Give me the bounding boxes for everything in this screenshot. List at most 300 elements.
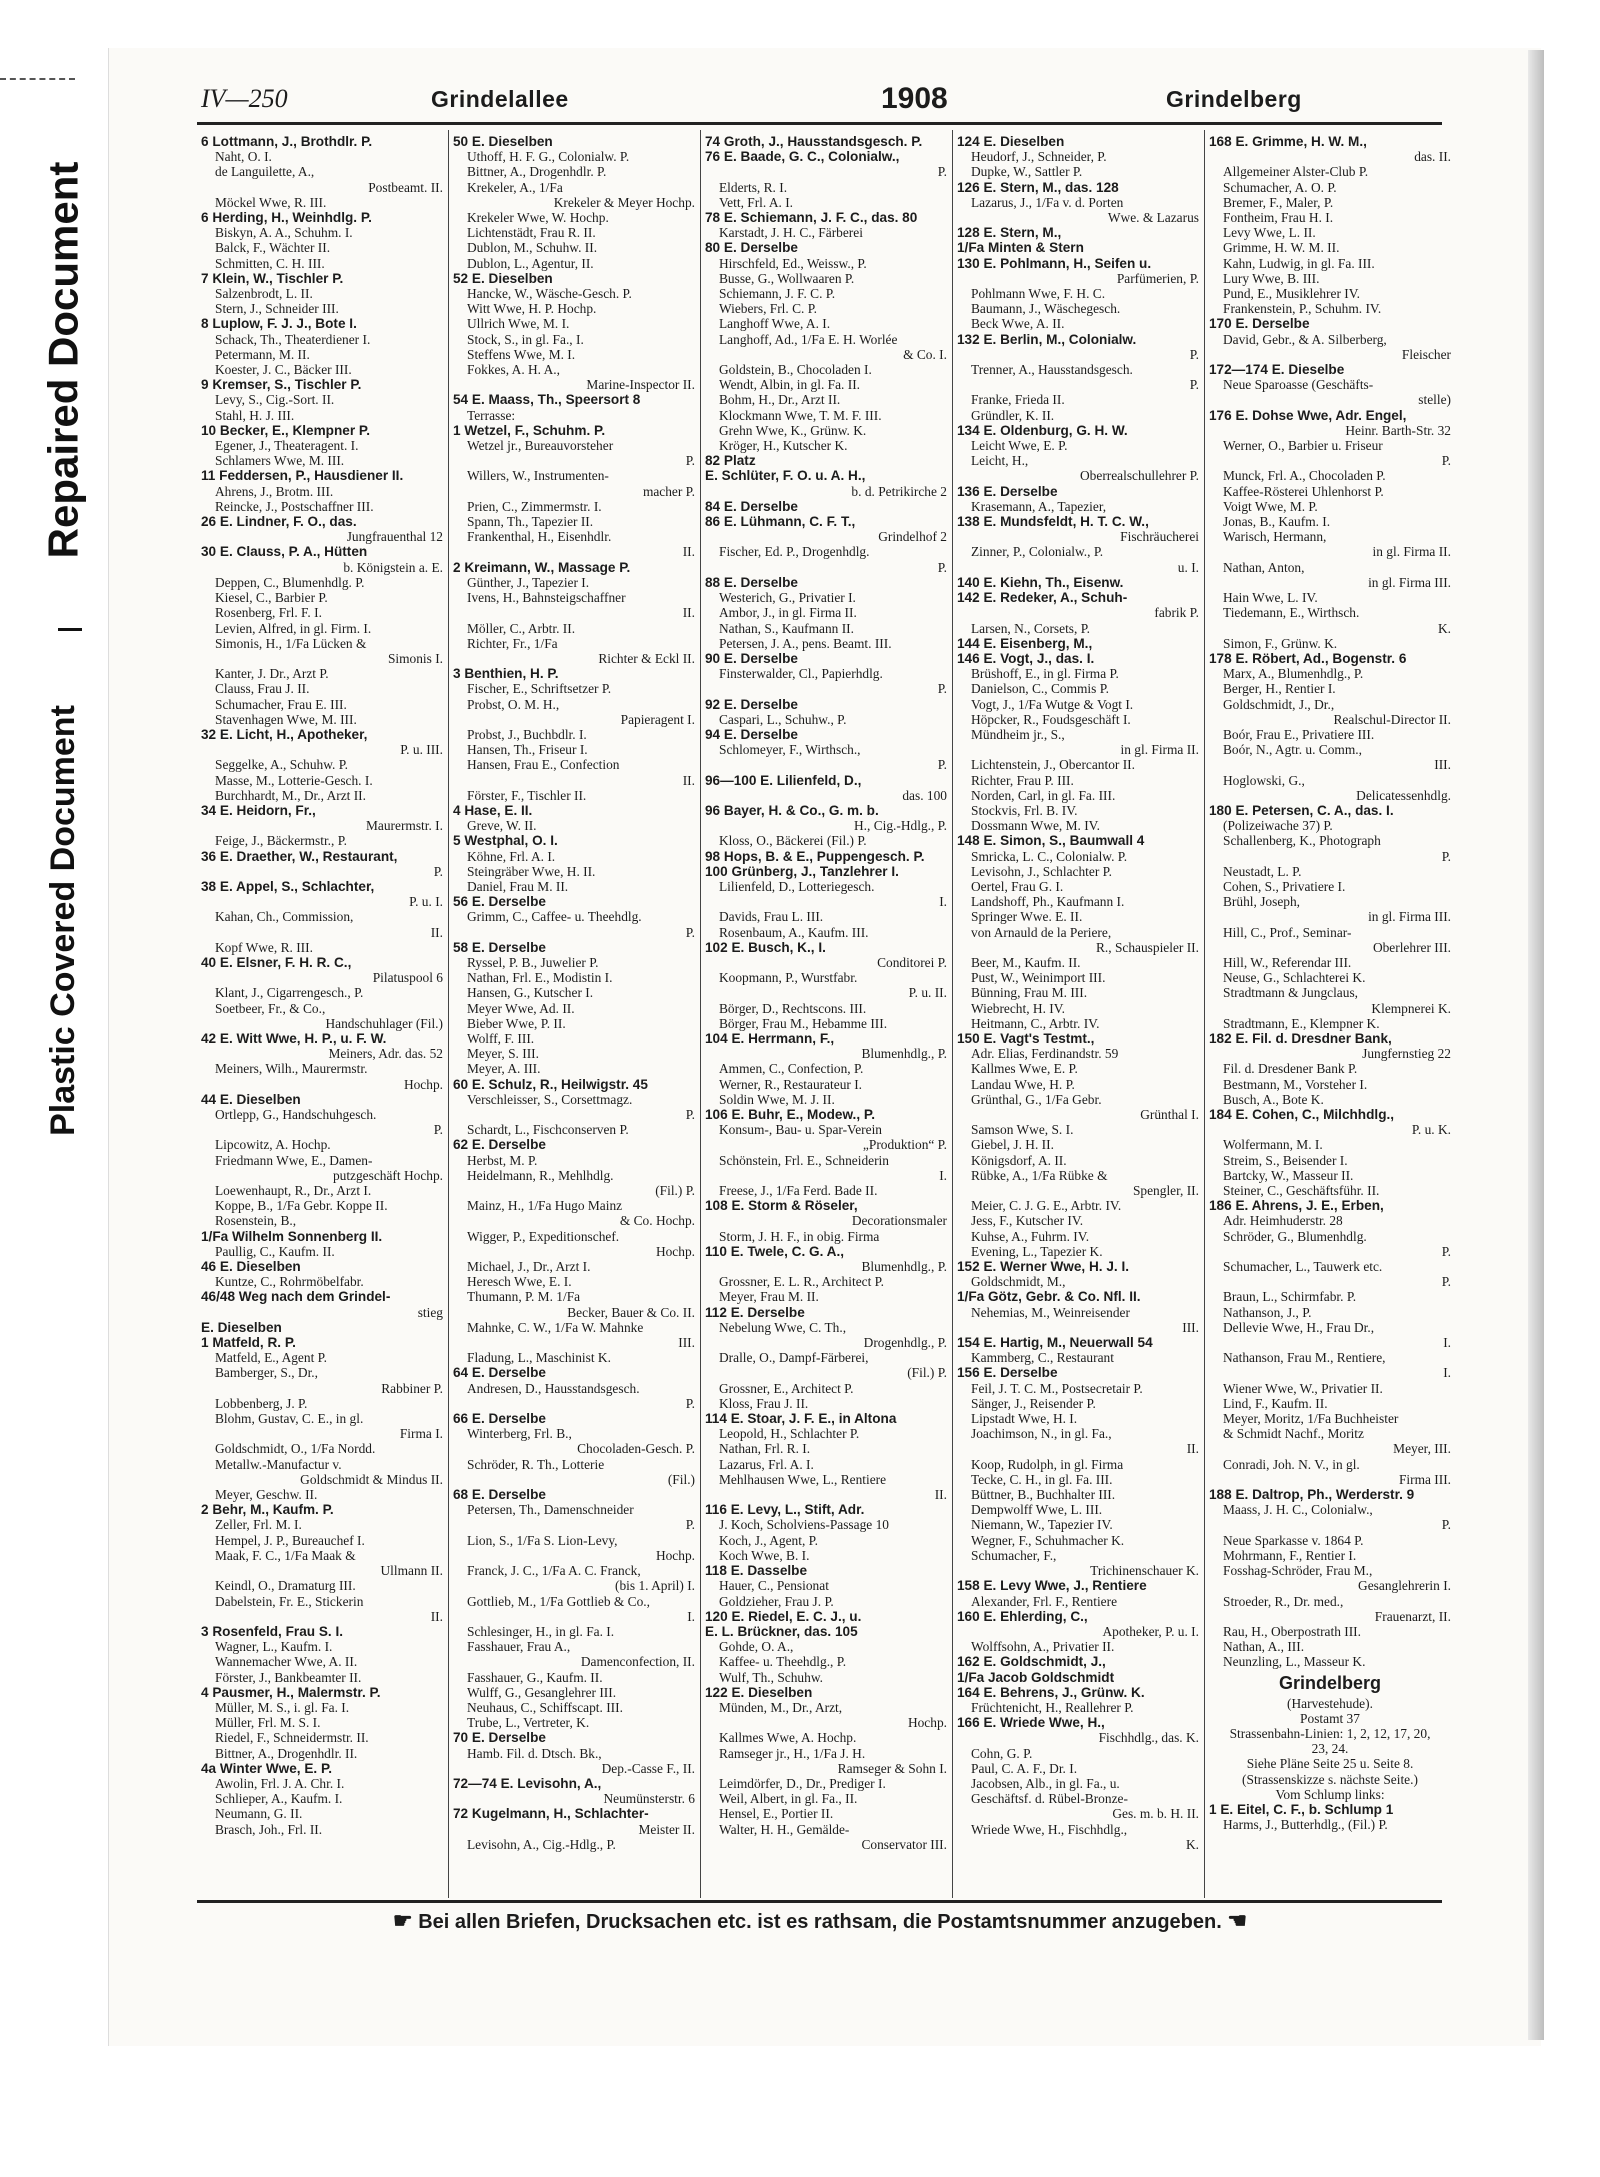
directory-entry-continuation: P. bbox=[433, 863, 443, 879]
directory-entry: Biskyn, A. A., Schuhm. I. bbox=[215, 225, 353, 241]
directory-entry-continuation: I. bbox=[1443, 1335, 1451, 1351]
directory-entry-continuation: Blumenhdlg., P. bbox=[861, 1046, 947, 1062]
directory-entry: 108 E. Storm & Röseler, bbox=[705, 1198, 858, 1214]
directory-entry: Dabelstein, Fr. E., Stickerin bbox=[215, 1593, 364, 1609]
directory-entry-continuation: in gl. Firma III. bbox=[1368, 909, 1451, 925]
directory-entry: Herbst, M. P. bbox=[467, 1152, 538, 1168]
directory-entry-continuation: Ramseger & Sohn I. bbox=[837, 1760, 947, 1776]
directory-entry: Cohen, S., Privatiere I. bbox=[1223, 878, 1346, 894]
directory-entry: Dublon, L., Agentur, II. bbox=[467, 255, 594, 271]
directory-entry: Dralle, O., Dampf-Färberei, bbox=[719, 1350, 869, 1366]
directory-entry: David, Gebr., & A. Silberberg, bbox=[1223, 331, 1387, 347]
directory-entry: 5 Westphal, O. I. bbox=[453, 833, 558, 849]
directory-entry-continuation: P. bbox=[685, 924, 695, 940]
directory-entry: 44 E. Dieselben bbox=[201, 1091, 301, 1107]
directory-entry-continuation: P. bbox=[1441, 1243, 1451, 1259]
directory-entry: Keindl, O., Dramaturg III. bbox=[215, 1578, 356, 1594]
directory-entry: Koop, Rudolph, in gl. Firma bbox=[971, 1456, 1124, 1472]
header-year: 1908 bbox=[881, 82, 948, 115]
directory-entry-continuation: (Fil.) bbox=[667, 1471, 695, 1487]
directory-entry: Stock, S., in gl. Fa., I. bbox=[467, 331, 584, 347]
directory-entry: Bittner, A., Drogenhdlr. II. bbox=[215, 1745, 358, 1761]
directory-entry: Levy, S., Cig.-Sort. II. bbox=[215, 392, 335, 408]
directory-entry: Seggelke, A., Schuhw. P. bbox=[215, 757, 349, 773]
directory-entry: Bünning, Frau M. III. bbox=[971, 985, 1088, 1001]
directory-entry-continuation: (Fil.) P. bbox=[907, 1365, 947, 1381]
directory-entry-continuation: Maurermstr. I. bbox=[366, 818, 443, 834]
directory-entry: Daniel, Frau M. II. bbox=[467, 878, 569, 894]
directory-entry: Pust, W., Weinimport III. bbox=[971, 970, 1106, 986]
directory-entry: Börger, D., Rechtscons. III. bbox=[719, 1000, 867, 1016]
header-street-right: Grindelberg bbox=[1166, 86, 1302, 112]
street-info: (Harvestehude). bbox=[1287, 1695, 1373, 1711]
directory-entry: 160 E. Ehlerding, C., bbox=[957, 1608, 1088, 1624]
directory-entry: Fladung, L., Maschinist K. bbox=[467, 1350, 611, 1366]
street-info: Postamt 37 bbox=[1300, 1710, 1360, 1726]
directory-entry: Zinner, P., Colonialw., P. bbox=[971, 544, 1104, 560]
directory-entry: Kaffee-Rösterei Uhlenhorst P. bbox=[1223, 483, 1384, 499]
directory-entry: Sänger, J., Reisender P. bbox=[971, 1395, 1096, 1411]
directory-entry: Petermann, M. II. bbox=[215, 346, 310, 362]
directory-entry: Leimdörfer, D., Dr., Prediger I. bbox=[719, 1775, 886, 1791]
directory-entry: 146 E. Vogt, J., das. I. bbox=[957, 650, 1095, 666]
directory-entry: Rübke, A., 1/Fa Rübke & bbox=[971, 1167, 1108, 1183]
directory-entry: Stradtmann, E., Klempner K. bbox=[1223, 1015, 1380, 1031]
directory-entry: 84 E. Derselbe bbox=[705, 498, 798, 514]
directory-entry: 124 E. Dieselben bbox=[957, 134, 1065, 149]
footer-rule bbox=[197, 1900, 1442, 1903]
directory-entry: Fischer, E., Schriftsetzer P. bbox=[467, 681, 612, 697]
page-edge-shadow bbox=[1528, 50, 1544, 2040]
directory-entry-continuation: Parfümerien, P. bbox=[1116, 270, 1199, 286]
directory-entry: Ortlepp, G., Handschuhgesch. bbox=[215, 1107, 377, 1122]
directory-entry: Fokkes, A. H. A., bbox=[467, 362, 561, 378]
directory-entry-continuation: P. bbox=[937, 757, 947, 773]
directory-entry: Schönstein, Frl. E., Schneiderin bbox=[719, 1152, 889, 1168]
directory-entry: Leicht, H., bbox=[971, 453, 1029, 469]
directory-entry: 2 Behr, M., Kaufm. P. bbox=[201, 1502, 334, 1518]
directory-entry: Zeller, Frl. M. I. bbox=[215, 1517, 302, 1533]
directory-entry: Bartcky, W., Masseur II. bbox=[1223, 1167, 1354, 1183]
directory-entry: Rosenstein, B., bbox=[215, 1213, 297, 1229]
directory-entry: 132 E. Berlin, M., Colonialw. bbox=[957, 331, 1137, 347]
directory-entry: 7 Klein, W., Tischler P. bbox=[201, 270, 344, 286]
directory-entry: Brühl, Joseph, bbox=[1223, 894, 1300, 910]
directory-column-1 bbox=[201, 134, 443, 1896]
directory-entry-continuation: P. bbox=[1441, 1517, 1451, 1533]
directory-entry-continuation: Ges. m. b. H. II. bbox=[1112, 1806, 1199, 1822]
directory-entry: Rosenberg, Frl. F. I. bbox=[215, 605, 322, 621]
directory-entry: Lichtenstädt, Frau R. II. bbox=[467, 225, 596, 241]
directory-entry: Winterberg, Frl. B., bbox=[467, 1426, 572, 1442]
directory-entry: Hansen, Frau E., Confection bbox=[467, 757, 620, 773]
directory-entry: Köhne, Frl. A. I. bbox=[467, 848, 556, 864]
directory-entry-continuation: Richter & Eckl II. bbox=[598, 650, 695, 666]
directory-entry-continuation: b. Königstein a. E. bbox=[343, 559, 443, 575]
directory-entry: Jess, F., Kutscher IV. bbox=[971, 1213, 1084, 1229]
directory-entry: Franke, Frieda II. bbox=[971, 392, 1065, 408]
directory-entry: Bittner, A., Drogenhdlr. P. bbox=[467, 164, 607, 180]
directory-entry-continuation: I. bbox=[1443, 1365, 1451, 1381]
directory-entry-continuation: H., Cig.-Hdlg., P. bbox=[853, 818, 947, 834]
directory-entry: Davids, Frau L. III. bbox=[719, 909, 824, 925]
directory-entry: Schröder, R. Th., Lotterie bbox=[467, 1456, 605, 1472]
directory-entry: Leicht Wwe, E. P. bbox=[971, 438, 1068, 454]
directory-entry: 140 E. Kiehn, Th., Eisenw. bbox=[957, 574, 1124, 590]
repaired-document-label bbox=[18, 105, 108, 615]
directory-entry: Hain Wwe, L. IV. bbox=[1223, 590, 1318, 606]
directory-entry: Balck, F., Wächter II. bbox=[215, 240, 331, 256]
directory-entry: Schröder, G., Blumenhdlg. bbox=[1223, 1228, 1367, 1244]
directory-entry-continuation: P. bbox=[937, 681, 947, 697]
directory-entry: Fosshag-Schröder, Frau M., bbox=[1223, 1563, 1373, 1579]
directory-entry-continuation: I. bbox=[687, 1608, 695, 1624]
directory-entry: Krekeler, A., 1/Fa bbox=[467, 179, 563, 195]
directory-entry: 188 E. Daltrop, Ph., Werderstr. 9 bbox=[1209, 1487, 1415, 1503]
directory-entry: Koopmann, P., Wurstfabr. bbox=[719, 970, 858, 986]
directory-entry: Hansen, Th., Friseur I. bbox=[467, 742, 588, 758]
directory-entry-continuation: Fischräucherei bbox=[1120, 529, 1199, 545]
directory-entry: Warisch, Hermann, bbox=[1223, 529, 1327, 545]
directory-entry: Hansen, G., Kutscher I. bbox=[467, 985, 594, 1001]
directory-entry: Metallw.-Manufactur v. bbox=[215, 1456, 342, 1472]
directory-entry: Kröger, H., Kutscher K. bbox=[719, 438, 848, 454]
directory-entry: Meyer, Geschw. II. bbox=[215, 1487, 318, 1503]
directory-entry-continuation: II. bbox=[682, 772, 695, 788]
directory-entry: Bamberger, S., Dr., bbox=[215, 1365, 318, 1381]
directory-entry: Busse, G., Wollwaaren P. bbox=[719, 270, 855, 286]
directory-entry-continuation: Drogenhdlg., P. bbox=[863, 1335, 947, 1351]
directory-entry: Matfeld, E., Agent P. bbox=[215, 1350, 327, 1366]
directory-entry-continuation: Firma I. bbox=[399, 1426, 443, 1442]
directory-entry: Larsen, N., Corsets, P. bbox=[971, 620, 1091, 636]
directory-entry: 1 E. Eitel, C. F., b. Schlump 1 bbox=[1209, 1801, 1394, 1817]
directory-entry-continuation: K. bbox=[1185, 1836, 1199, 1852]
directory-entry: 166 E. Wriede Wwe, H., bbox=[957, 1715, 1105, 1731]
directory-entry: Wegner, F., Schuhmacher K. bbox=[971, 1532, 1125, 1548]
directory-entry: Finsterwalder, Cl., Papierhdlg. bbox=[719, 666, 883, 682]
directory-entry-continuation: b. d. Petrikirche 2 bbox=[851, 483, 947, 499]
street-heading: Grindelberg bbox=[1278, 1672, 1381, 1693]
directory-entry: 50 E. Dieselben bbox=[453, 134, 553, 149]
directory-entry: Krasemann, A., Tapezier, bbox=[971, 498, 1107, 514]
directory-entry-continuation: Fleischer bbox=[1401, 346, 1451, 362]
directory-entry: Deppen, C., Blumenhdlg. P. bbox=[215, 574, 365, 590]
directory-entry: 182 E. Fil. d. Dresdner Bank, bbox=[1209, 1030, 1392, 1046]
directory-entry-continuation: Conditorei P. bbox=[877, 954, 947, 970]
directory-entry: Goldzieher, Frau J. P. bbox=[719, 1593, 834, 1609]
directory-entry: Soetbeer, Fr., & Co., bbox=[215, 1000, 326, 1016]
directory-entry: Walter, H. H., Gemälde- bbox=[719, 1821, 850, 1837]
directory-entry: de Languilette, A., bbox=[215, 164, 315, 180]
directory-entry: Neunzling, L., Masseur K. bbox=[1223, 1654, 1366, 1670]
directory-entry: Pund, E., Musiklehrer IV. bbox=[1223, 286, 1360, 302]
directory-entry: Kammberg, C., Restaurant bbox=[971, 1350, 1114, 1366]
directory-entry: Müller, M. S., i. gl. Fa. I. bbox=[215, 1699, 350, 1715]
directory-entry-continuation: das. II. bbox=[1414, 149, 1451, 165]
directory-entry: Langhoff, Ad., 1/Fa E. H. Worlée bbox=[719, 331, 898, 347]
directory-entry: Münden, M., Dr., Arzt, bbox=[719, 1699, 843, 1715]
directory-entry: 82 Platz bbox=[705, 453, 756, 469]
directory-entry: Bestmann, M., Vorsteher I. bbox=[1223, 1076, 1368, 1092]
directory-entry: 30 E. Clauss, P. A., Hütten bbox=[201, 544, 368, 560]
directory-entry: Nathan, S., Kaufmann II. bbox=[719, 620, 854, 636]
directory-entry: Geschäftsf. d. Rübel-Bronze- bbox=[971, 1791, 1128, 1807]
directory-entry: Grossner, E., Architect P. bbox=[719, 1380, 854, 1396]
directory-entry-continuation: Hochp. bbox=[655, 1243, 695, 1259]
directory-entry: Fil. d. Dresdener Bank P. bbox=[1223, 1061, 1358, 1077]
directory-entry-continuation: P. bbox=[937, 164, 947, 180]
directory-entry: 176 E. Dohse Wwe, Adr. Engel, bbox=[1209, 407, 1407, 423]
directory-entry: E. L. Brückner, das. 105 bbox=[705, 1623, 858, 1639]
directory-entry: Koester, J. C., Bäcker III. bbox=[215, 362, 352, 378]
directory-entry: Pohlmann Wwe, F. H. C. bbox=[971, 286, 1106, 302]
directory-entry: Beck Wwe, A. II. bbox=[971, 316, 1065, 332]
directory-entry: Kloss, O., Bäckerei (Fil.) P. bbox=[719, 833, 867, 849]
directory-entry: Baumann, J., Wäschegesch. bbox=[971, 301, 1121, 317]
directory-entry: Stroeder, R., Dr. med., bbox=[1223, 1593, 1344, 1609]
directory-entry: Heudorf, J., Schneider, P. bbox=[971, 149, 1107, 165]
pointing-hand-icon: ☛ bbox=[392, 1908, 413, 1933]
directory-entry-continuation: II. bbox=[430, 924, 443, 940]
directory-entry-continuation: Handschuhlager (Fil.) bbox=[325, 1015, 443, 1031]
directory-entry: Levien, Alfred, in gl. Firm. I. bbox=[215, 620, 372, 636]
directory-entry: Fischer, Ed. P., Drogenhdlg. bbox=[719, 544, 870, 560]
directory-entry: Harms, J., Butterhdlg., (Fil.) P. bbox=[1223, 1817, 1388, 1833]
directory-entry: 8 Luplow, F. J. J., Bote I. bbox=[201, 316, 357, 332]
column-divider bbox=[1204, 130, 1205, 1898]
directory-entry: Meyer, Moritz, 1/Fa Buchheister bbox=[1223, 1411, 1399, 1427]
street-info: (Strassenskizze s. nächste Seite.) bbox=[1242, 1771, 1418, 1787]
directory-entry-continuation: Delicatessenhdlg. bbox=[1356, 787, 1451, 803]
directory-entry: Levisohn, J., Schlachter P. bbox=[971, 863, 1112, 879]
directory-entry: 60 E. Schulz, R., Heilwigstr. 45 bbox=[453, 1076, 648, 1092]
directory-entry: 62 E. Derselbe bbox=[453, 1137, 546, 1153]
directory-entry: Paul, C. A. F., Dr. I. bbox=[971, 1760, 1078, 1776]
directory-entry: Maak, F. C., 1/Fa Maak & bbox=[215, 1547, 356, 1563]
directory-entry: E. Dieselben bbox=[201, 1319, 282, 1335]
directory-entry-continuation: Oberrealschullehrer P. bbox=[1080, 468, 1199, 484]
directory-entry-continuation: putzgeschäft Hochp. bbox=[332, 1167, 443, 1183]
directory-entry: Hempel, J. P., Bureauchef I. bbox=[215, 1532, 365, 1548]
directory-entry: Joachimson, N., in gl. Fa., bbox=[971, 1426, 1112, 1442]
directory-entry: Naht, O. I. bbox=[215, 149, 272, 165]
directory-entry: 1 Matfeld, R. P. bbox=[201, 1335, 296, 1351]
directory-entry: Dempwolff Wwe, L. III. bbox=[971, 1502, 1103, 1518]
directory-entry: Trube, L., Vertreter, K. bbox=[467, 1715, 590, 1731]
directory-entry: Steffens Wwe, M. I. bbox=[467, 346, 576, 362]
directory-entry: 70 E. Derselbe bbox=[453, 1730, 546, 1746]
directory-entry: Langhoff Wwe, A. I. bbox=[719, 316, 831, 332]
street-info: Strassenbahn-Linien: 1, 2, 12, 17, 20, bbox=[1229, 1725, 1431, 1741]
directory-entry: Kanter, J. Dr., Arzt P. bbox=[215, 666, 329, 682]
directory-entry: Meyer, A. III. bbox=[467, 1061, 541, 1077]
directory-entry: 98 Hops, B. & E., Puppengesch. P. bbox=[705, 848, 925, 864]
directory-entry: Elderts, R. I. bbox=[719, 179, 788, 195]
column-divider bbox=[448, 130, 449, 1898]
directory-entry: 184 E. Cohen, C., Milchhdlg., bbox=[1209, 1107, 1395, 1122]
directory-entry: Höpcker, R., Foudsgeschäft I. bbox=[971, 711, 1131, 727]
directory-entry-continuation: u. I. bbox=[1177, 559, 1199, 575]
directory-entry: 144 E. Eisenberg, M., bbox=[957, 635, 1093, 651]
directory-entry-continuation: Goldschmidt & Mindus II. bbox=[300, 1471, 443, 1487]
directory-entry: 54 E. Maass, Th., Speersort 8 bbox=[453, 392, 641, 408]
directory-entry: 122 E. Dieselben bbox=[705, 1684, 813, 1700]
directory-entry: Simonis, H., 1/Fa Lücken & bbox=[215, 635, 367, 651]
directory-entry-continuation: das. 100 bbox=[902, 787, 947, 803]
directory-entry: Grünthal, G., 1/Fa Gebr. bbox=[971, 1091, 1102, 1107]
directory-entry: Mohrmann, F., Rentier I. bbox=[1223, 1547, 1357, 1563]
directory-entry: Dellevie Wwe, H., Frau Dr., bbox=[1223, 1319, 1375, 1335]
directory-entry: Schlesinger, H., in gl. Fa. I. bbox=[467, 1623, 615, 1639]
directory-entry: 46/48 Weg nach dem Grindel- bbox=[201, 1289, 391, 1305]
directory-entry: Smricka, L. C., Colonialw. P. bbox=[971, 848, 1128, 864]
directory-entry: Uthoff, H. F. G., Colonialw. P. bbox=[467, 149, 630, 165]
directory-entry: Clauss, Frau J. II. bbox=[215, 681, 310, 697]
directory-entry: Boór, Frau E., Privatiere III. bbox=[1223, 726, 1375, 742]
directory-entry: Wolff, F. III. bbox=[467, 1030, 535, 1046]
directory-entry: Meyer, Frau M. II. bbox=[719, 1289, 819, 1305]
directory-entry: 162 E. Goldschmidt, J., bbox=[957, 1654, 1106, 1670]
directory-entry: Schumacher, L., Tauwerk etc. bbox=[1223, 1259, 1383, 1275]
directory-entry-continuation: III. bbox=[678, 1335, 695, 1351]
directory-entry: Früchtenicht, H., Reallehrer P. bbox=[971, 1699, 1134, 1715]
directory-entry-continuation: II. bbox=[682, 605, 695, 621]
directory-entry: Gohde, O. A., bbox=[719, 1639, 794, 1655]
directory-entry: Adr. Heimhuderstr. 28 bbox=[1223, 1213, 1343, 1229]
directory-entry: Kuhse, A., Fuhrm. IV. bbox=[971, 1228, 1090, 1244]
directory-entry: Möckel Wwe, R. III. bbox=[215, 194, 327, 210]
directory-entry: Awolin, Frl. J. A. Chr. I. bbox=[215, 1775, 345, 1791]
directory-entry: Kallmes Wwe, E. P. bbox=[971, 1061, 1078, 1077]
directory-entry: 76 E. Baade, G. C., Colonialw., bbox=[705, 149, 900, 165]
directory-entry-continuation: II. bbox=[934, 1487, 947, 1503]
directory-entry-continuation: Krekeler & Meyer Hochp. bbox=[553, 194, 695, 210]
directory-entry: Tecke, C. H., in gl. Fa. III. bbox=[971, 1471, 1113, 1487]
directory-entry-continuation: P. bbox=[1441, 1274, 1451, 1290]
directory-entry: Dupke, W., Sattler P. bbox=[971, 164, 1083, 180]
directory-entry: Meyer, S. III. bbox=[467, 1046, 539, 1062]
directory-entry-continuation: Pilatuspool 6 bbox=[372, 970, 443, 986]
directory-entry: Petersen, Th., Damenschneider bbox=[467, 1502, 634, 1518]
directory-entry: Vogt, J., 1/Fa Wutge & Vogt I. bbox=[971, 696, 1134, 712]
directory-entry: Oertel, Frau G. I. bbox=[971, 878, 1064, 894]
directory-entry: 6 Herding, H., Weinhdlg. P. bbox=[201, 210, 372, 226]
directory-entry-continuation: P. bbox=[1441, 848, 1451, 864]
directory-entry: 26 E. Lindner, F. O., das. bbox=[201, 514, 357, 530]
directory-entry: Möller, C., Arbtr. II. bbox=[467, 620, 576, 636]
directory-entry: Günther, J., Tapezier I. bbox=[467, 574, 590, 590]
directory-entry-continuation: Grünthal I. bbox=[1140, 1107, 1199, 1122]
directory-entry-continuation: P. u. II. bbox=[908, 985, 947, 1001]
directory-entry-continuation: Fischhdlg., das. K. bbox=[1098, 1730, 1199, 1746]
directory-entry-continuation: Grindelhof 2 bbox=[878, 529, 947, 545]
directory-entry-continuation: fabrik P. bbox=[1154, 605, 1199, 621]
directory-entry: 136 E. Derselbe bbox=[957, 483, 1058, 499]
directory-entry: Wolffsohn, A., Privatier II. bbox=[971, 1639, 1115, 1655]
directory-entry: Gründler, K. II. bbox=[971, 407, 1055, 423]
directory-entry-continuation: Realschul-Director II. bbox=[1333, 711, 1451, 727]
directory-entry-continuation: Trichinenschauer K. bbox=[1090, 1563, 1199, 1579]
directory-entry: Soldin Wwe, M. J. II. bbox=[719, 1091, 835, 1107]
header-rule bbox=[197, 122, 1442, 125]
directory-entry: Lipstadt Wwe, H. I. bbox=[971, 1411, 1078, 1427]
directory-entry: Fasshauer, Frau A., bbox=[467, 1639, 571, 1655]
directory-entry-continuation: P. u. K. bbox=[1411, 1122, 1451, 1138]
directory-entry: Wendt, Albin, in gl. Fa. II. bbox=[719, 377, 860, 393]
directory-entry-continuation: Decorationsmaler bbox=[851, 1213, 947, 1229]
directory-entry: Rau, H., Oberpostrath III. bbox=[1223, 1623, 1361, 1639]
directory-entry: Nathanson, J., P. bbox=[1223, 1304, 1312, 1320]
directory-entry: Braun, L., Schirmfabr. P. bbox=[1223, 1289, 1357, 1305]
directory-entry: Hauer, C., Pensionat bbox=[719, 1578, 829, 1594]
directory-entry: 120 E. Riedel, E. C. J., u. bbox=[705, 1608, 862, 1624]
directory-entry: Feige, J., Bäckermstr., P. bbox=[215, 833, 348, 849]
directory-entry-continuation: Frauenarzt, II. bbox=[1374, 1608, 1451, 1624]
directory-entry: 172—174 E. Dieselbe bbox=[1209, 362, 1345, 378]
directory-entry: Ambor, J., in gl. Firma II. bbox=[719, 605, 857, 621]
directory-entry: Mehlhausen Wwe, L., Rentiere bbox=[719, 1471, 887, 1487]
directory-entry: Steiner, C., Geschäftsführ. II. bbox=[1223, 1183, 1380, 1199]
directory-entry: Neue Sparkasse v. 1864 P. bbox=[1223, 1532, 1364, 1548]
directory-entry: 94 E. Derselbe bbox=[705, 726, 798, 742]
directory-entry-continuation: in gl. Firma III. bbox=[1368, 574, 1451, 590]
directory-entry: 32 E. Licht, H., Apotheker, bbox=[201, 726, 368, 742]
directory-entry: Nathan, Frl. E., Modistin I. bbox=[467, 970, 613, 986]
directory-entry: Kahan, Ch., Commission, bbox=[215, 909, 354, 925]
directory-entry-continuation: Damenconfection, II. bbox=[580, 1654, 695, 1670]
directory-entry: 72—74 E. Levisohn, A., bbox=[453, 1775, 602, 1791]
directory-page bbox=[108, 48, 1541, 2046]
directory-entry: Michael, J., Dr., Arzt I. bbox=[467, 1259, 591, 1275]
directory-entry: 88 E. Derselbe bbox=[705, 574, 798, 590]
directory-entry: Lilienfeld, D., Lotteriegesch. bbox=[719, 878, 875, 894]
directory-entry: Ivens, H., Bahnsteigschaffner bbox=[467, 590, 626, 606]
directory-entry: 10 Becker, E., Klempner P. bbox=[201, 422, 371, 438]
directory-entry: Nebelung Wwe, C. Th., bbox=[719, 1319, 847, 1335]
directory-entry: Kallmes Wwe, A. Hochp. bbox=[719, 1730, 857, 1746]
directory-entry-continuation: in gl. Firma II. bbox=[1120, 742, 1199, 758]
directory-entry: 74 Groth, J., Hausstandsgesch. P. bbox=[705, 134, 923, 149]
directory-entry-continuation: Firma III. bbox=[1398, 1471, 1451, 1487]
directory-entry: Lury Wwe, B. III. bbox=[1223, 270, 1320, 286]
directory-entry: 104 E. Herrmann, F., bbox=[705, 1030, 835, 1046]
directory-entry: Schlomeyer, F., Wirthsch., bbox=[719, 742, 861, 758]
directory-entry: Grehn Wwe, K., Grünw. K. bbox=[719, 422, 867, 438]
directory-entry: 152 E. Werner Wwe, H. J. I. bbox=[957, 1259, 1129, 1275]
street-info: 23, 24. bbox=[1311, 1741, 1349, 1757]
directory-entry-continuation: P. u. I. bbox=[409, 894, 443, 910]
directory-entry: 9 Kremser, S., Tischler P. bbox=[201, 377, 362, 393]
directory-entry: Mündheim jr., S., bbox=[971, 726, 1065, 742]
directory-entry: 4 Hase, E. II. bbox=[453, 802, 533, 818]
directory-entry: 118 E. Dasselbe bbox=[705, 1563, 808, 1579]
directory-entry: 1 Wetzel, F., Schuhm. P. bbox=[453, 422, 606, 438]
directory-entry-continuation: (bis 1. April) I. bbox=[615, 1578, 695, 1594]
directory-entry: Weil, Albert, in gl. Fa., II. bbox=[719, 1791, 858, 1807]
directory-entry-continuation: Postbeamt. II. bbox=[368, 179, 443, 195]
directory-entry: Fasshauer, G., Kaufm. II. bbox=[467, 1669, 603, 1685]
directory-entry: Lipcowitz, A. Hochp. bbox=[215, 1137, 331, 1153]
directory-entry-continuation: Klempnerei K. bbox=[1371, 1000, 1451, 1016]
directory-entry: 3 Benthien, H. P. bbox=[453, 666, 559, 682]
directory-entry: 158 E. Levy Wwe, J., Rentiere bbox=[957, 1578, 1147, 1594]
directory-entry: 96—100 E. Lilienfeld, D., bbox=[705, 772, 862, 788]
directory-entry: J. Koch, Scholviens-Passage 10 bbox=[719, 1517, 889, 1533]
directory-entry: Schumacher, Frau E. III. bbox=[215, 696, 347, 712]
directory-entry: 90 E. Derselbe bbox=[705, 650, 798, 666]
directory-entry: 128 E. Stern, M., bbox=[957, 225, 1062, 241]
